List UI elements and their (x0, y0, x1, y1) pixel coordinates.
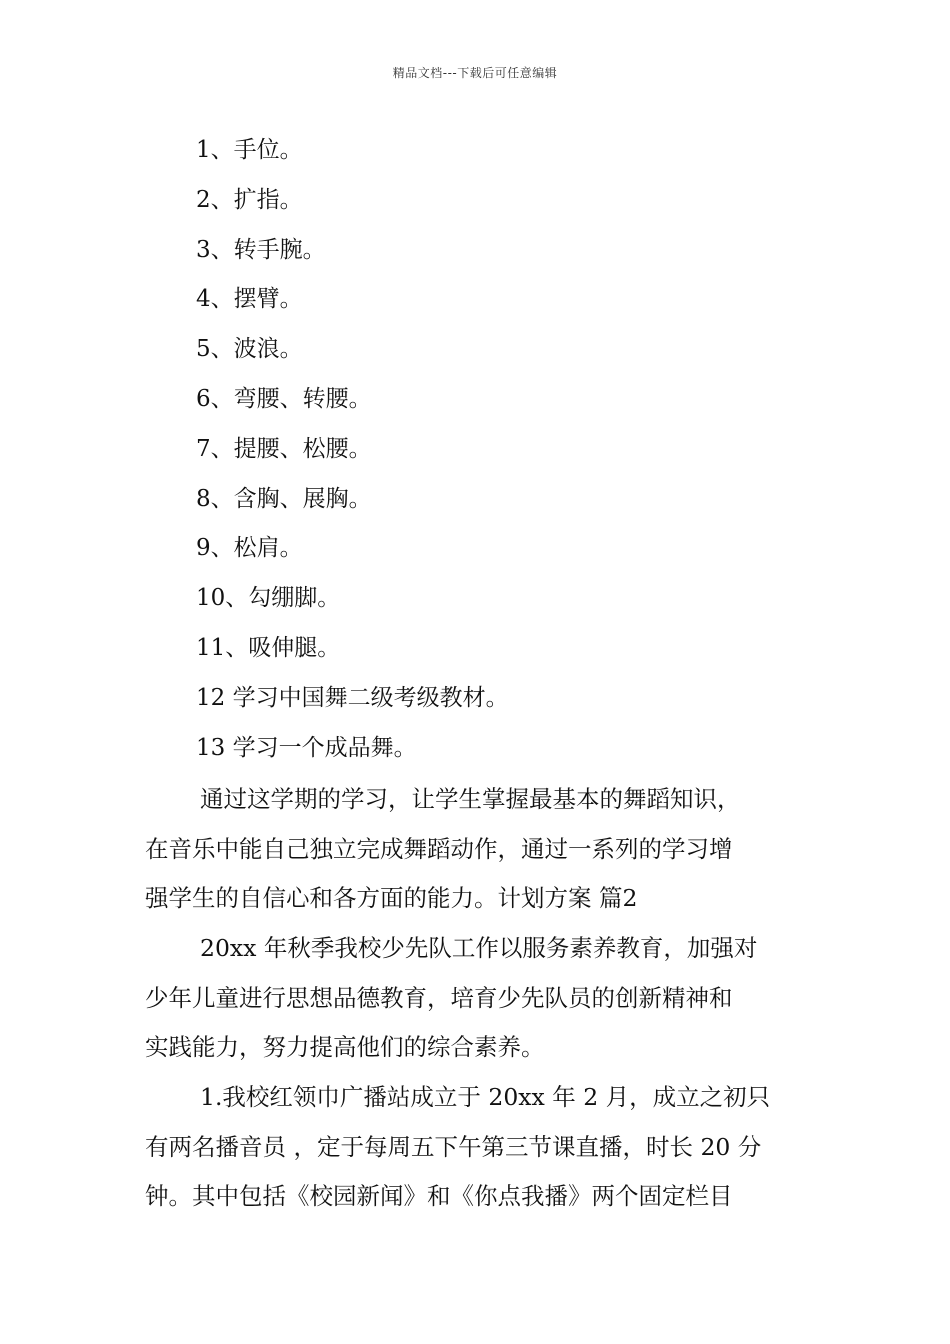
paragraph-line: 少年儿童进行思想品德教育，培育少先队员的创新精神和 (145, 983, 733, 1012)
paragraph-intro (145, 924, 807, 1073)
list-item: 7、提腰、松腰。 (196, 435, 372, 462)
paragraph-summary (145, 775, 807, 924)
list-item: 8、含胸、展胸。 (196, 485, 372, 512)
paragraph-line: 在音乐中能自己独立完成舞蹈动作，通过一系列的学习增 (145, 834, 733, 863)
list-item: 6、弯腰、转腰。 (196, 385, 372, 412)
list-item: 5、波浪。 (196, 336, 303, 363)
paragraph-line: 通过这学期的学习，让学生掌握最基本的舞蹈知识， (200, 785, 741, 813)
paragraph-line: 钟。其中包括《校园新闻》和《你点我播》两个固定栏目 (145, 1182, 733, 1210)
paragraph-broadcast (145, 1073, 807, 1222)
list-item: 1、手位。 (196, 137, 303, 163)
list-item: 11、吸伸腿。 (196, 634, 341, 661)
list-item: 2、扩指。 (196, 186, 303, 213)
list-item: 9、松肩。 (196, 535, 303, 562)
list-item: 12 学习中国舞二级考级教材。 (196, 684, 509, 711)
paragraph-line: 20xx 年秋季我校少先队工作以服务素养教育，加强对 (200, 934, 758, 962)
numbered-list (196, 130, 509, 777)
paragraph-line: 有两名播音员 ，定于每周五下午第三节课直播，时长 20 分 (145, 1132, 762, 1161)
page-header: 精品文档---下载后可任意编辑 (392, 66, 558, 80)
paragraph-line: 强学生的自信心和各方面的能力。计划方案 篇2 (145, 884, 638, 912)
list-item: 10、勾绷脚。 (196, 585, 341, 612)
list-item: 3、转手腕。 (196, 236, 326, 263)
list-item: 4、摆臂。 (196, 286, 303, 313)
list-item: 13 学习一个成品舞。 (196, 734, 417, 761)
paragraph-line: 1.我校红领巾广播站成立于 20xx 年 2 月，成立之初只 (200, 1083, 771, 1111)
paragraph-line: 实践能力，努力提高他们的综合素养。 (145, 1033, 545, 1061)
